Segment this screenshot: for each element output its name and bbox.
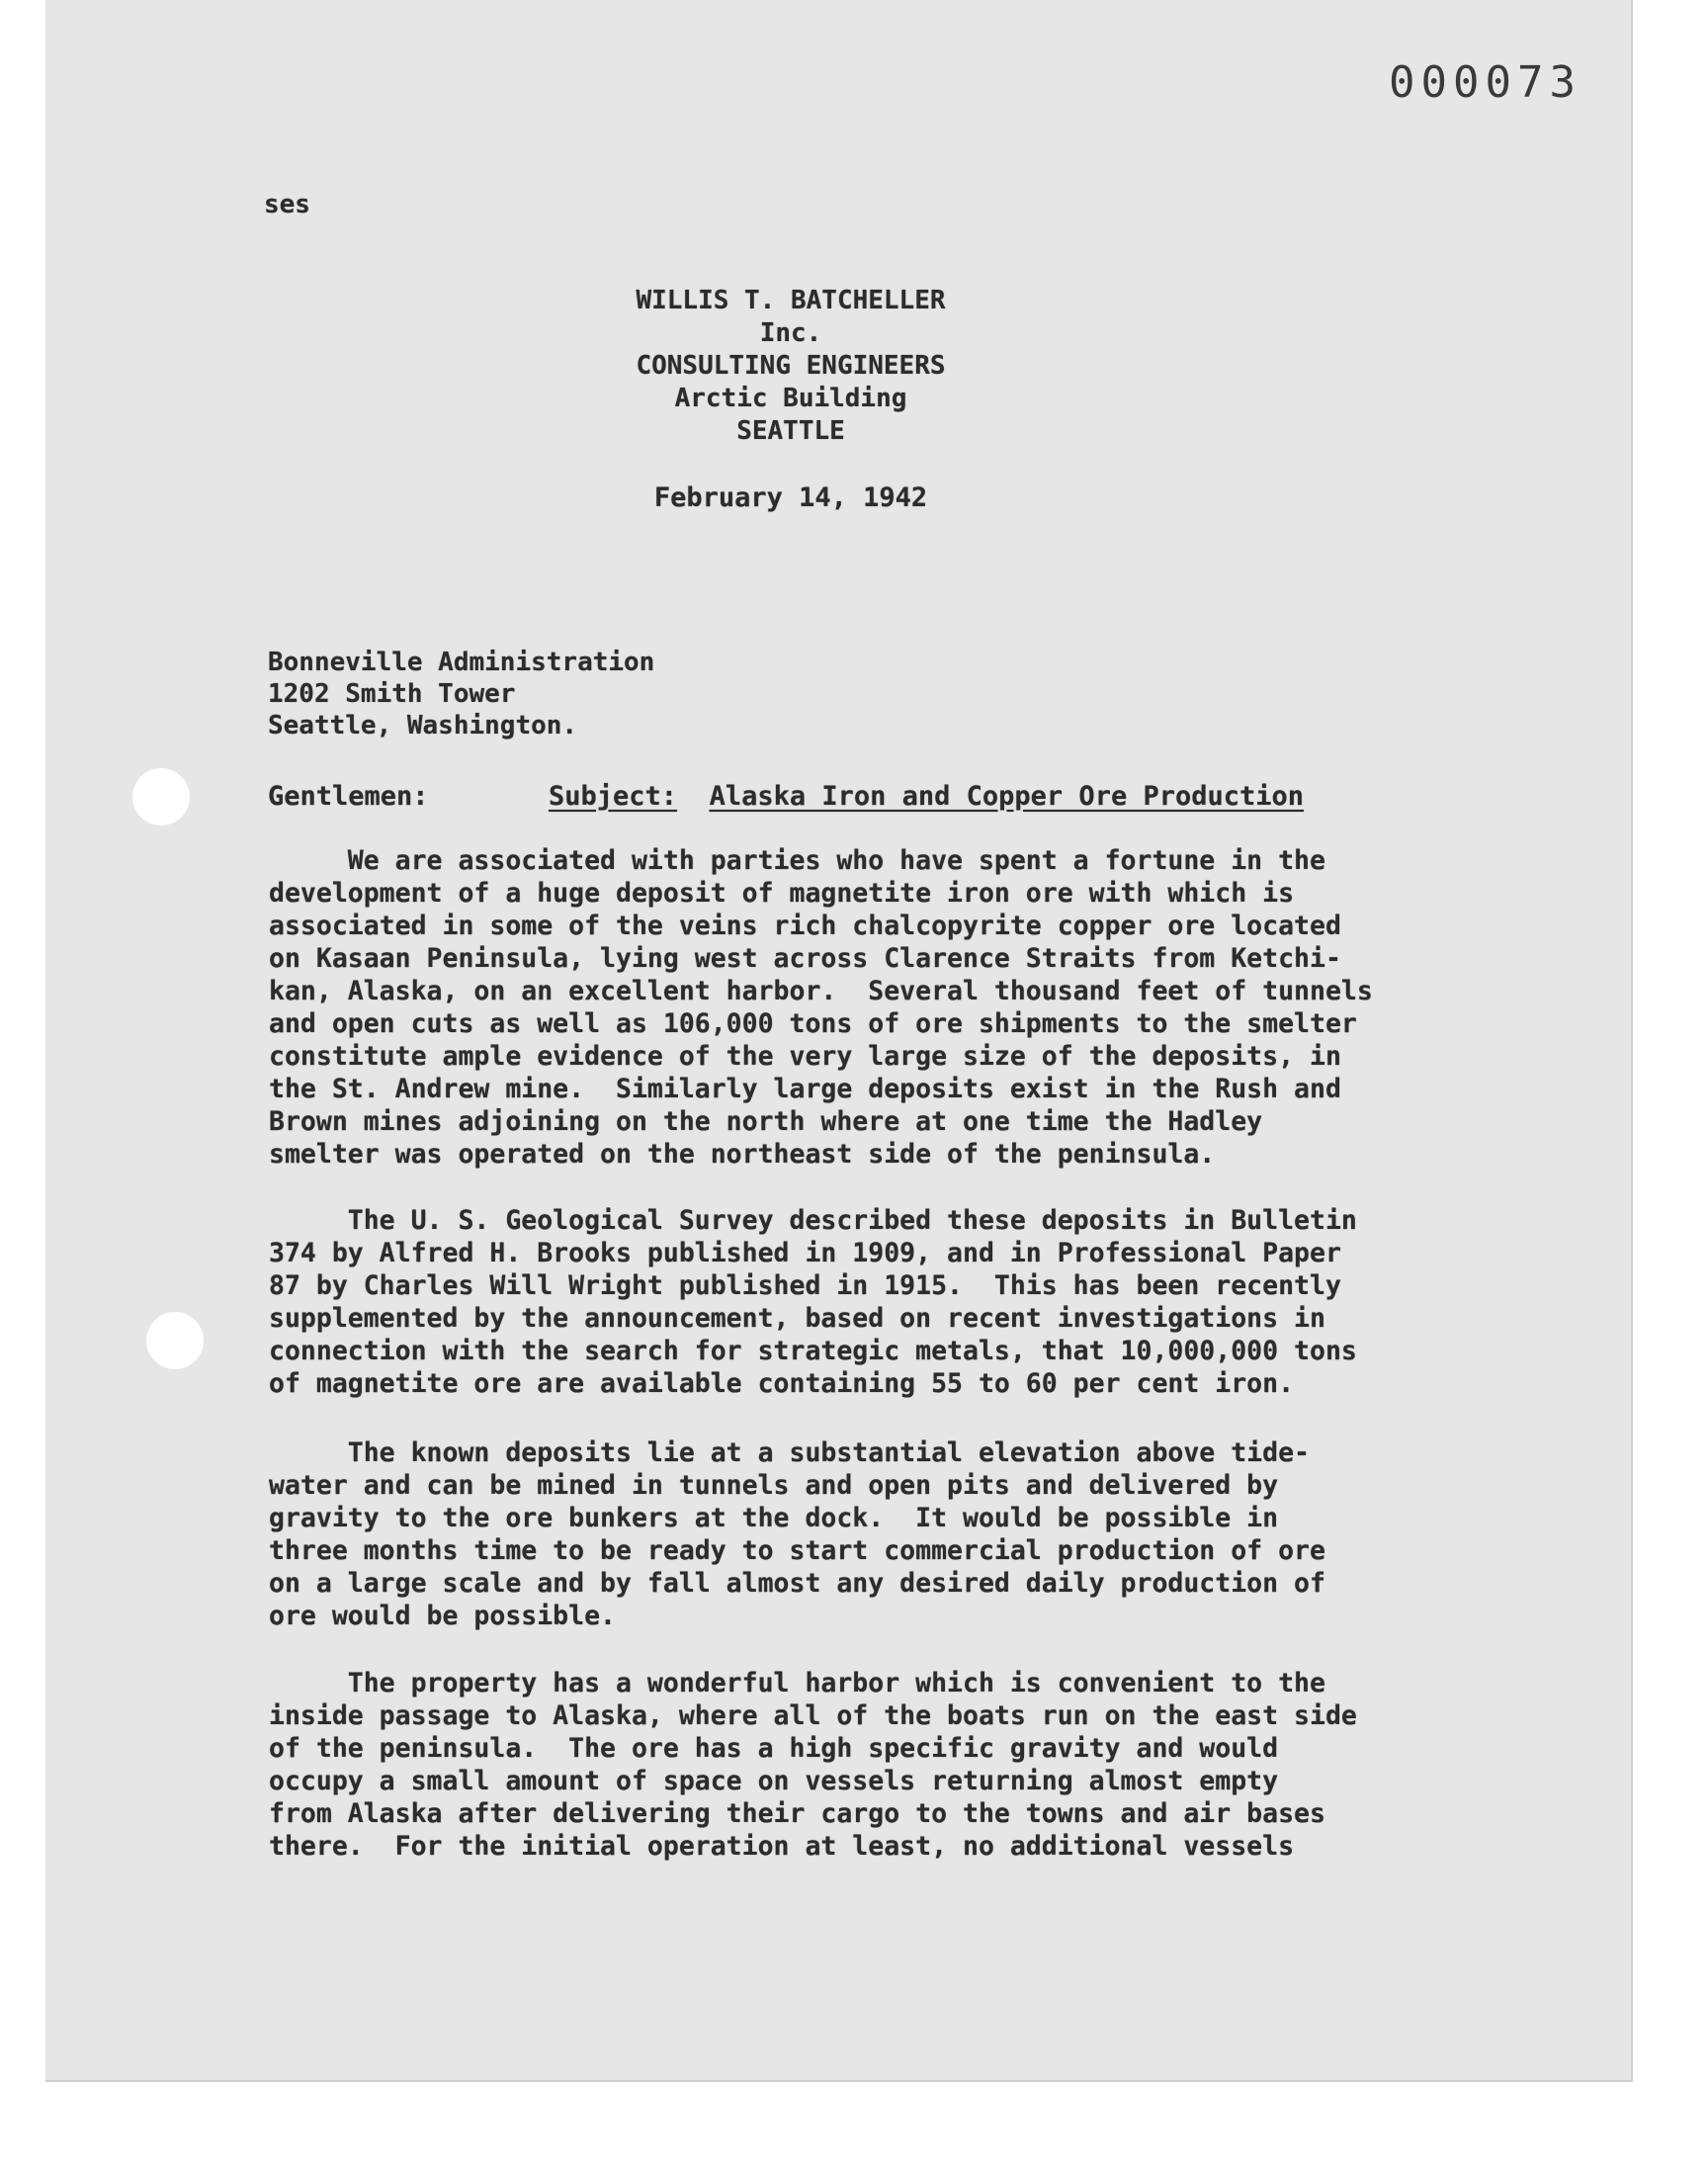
text-line: occupy a small amount of space on vessels returning almost empty	[269, 1766, 1279, 1796]
text-line: the St. Andrew mine. Similarly large deposits exist in the Rush and	[269, 1074, 1341, 1104]
text-line: inside passage to Alaska, where all of the boats run on the east side	[269, 1700, 1357, 1731]
text-line: supplemented by the announcement, based on recent investigations in	[269, 1303, 1325, 1334]
text-line: there. For the initial operation at least, no additional vessels	[269, 1831, 1295, 1862]
text-line: We are associated with parties who have spent a fortune in the	[269, 845, 1325, 876]
text-line: The property has a wonderful harbor which is convenient to the	[269, 1668, 1325, 1698]
recipient-line: 1202 Smith Tower	[268, 679, 516, 709]
letterhead-profession: CONSULTING ENGINEERS	[636, 351, 946, 381]
body-paragraph	[269, 844, 1373, 1171]
text-line: The known deposits lie at a substantial elevation above tide-	[269, 1437, 1310, 1468]
document-number: 000073	[1389, 57, 1581, 108]
text-line: associated in some of the veins rich chalcopyrite copper ore located	[269, 911, 1341, 941]
body-paragraph	[269, 1204, 1357, 1400]
text-line: The U. S. Geological Survey described these deposits in Bulletin	[269, 1205, 1357, 1236]
text-line: on a large scale and by fall almost any desired daily production of	[269, 1568, 1325, 1599]
text-line: three months time to be ready to start commercial production of ore	[269, 1535, 1325, 1566]
text-line: 87 by Charles Will Wright published in 1915. This has been recently	[269, 1270, 1341, 1301]
text-line: gravity to the ore bunkers at the dock. It would be possible in	[269, 1503, 1279, 1533]
punch-hole-top	[132, 768, 190, 826]
recipient-line: Seattle, Washington.	[268, 711, 578, 740]
text-line: constitute ample evidence of the very large size of the deposits, in	[269, 1041, 1341, 1072]
subject-text: Alaska Iron and Copper Ore Production	[709, 781, 1305, 812]
text-line: and open cuts as well as 106,000 tons of ore shipments to the smelter	[269, 1008, 1357, 1039]
body-paragraph	[269, 1667, 1357, 1863]
subject-line	[549, 781, 1304, 812]
text-line: on Kasaan Peninsula, lying west across Clarence Straits from Ketchi-	[269, 943, 1341, 974]
text-line: of magnetite ore are available containing 55 to 60 per cent iron.	[269, 1368, 1295, 1399]
recipient-address	[268, 647, 654, 741]
letterhead-building: Arctic Building	[674, 384, 907, 413]
letterhead-company: WILLIS T. BATCHELLER	[636, 286, 946, 315]
body-paragraph	[269, 1436, 1325, 1632]
letterhead-city: SEATTLE	[736, 416, 845, 446]
text-line: kan, Alaska, on an excellent harbor. Several thousand feet of tunnels	[269, 976, 1373, 1006]
text-line: from Alaska after delivering their cargo to the towns and air bases	[269, 1798, 1325, 1829]
text-line: ore would be possible.	[269, 1601, 616, 1631]
text-line: connection with the search for strategic metals, that 10,000,000 tons	[269, 1336, 1357, 1366]
punch-hole-bottom	[146, 1312, 204, 1369]
salutation: Gentlemen:	[268, 781, 429, 812]
text-line: smelter was operated on the northeast side of the peninsula.	[269, 1139, 1216, 1170]
typist-initials: ses	[264, 190, 310, 219]
text-line: Brown mines adjoining on the north where at one time the Hadley	[269, 1106, 1263, 1137]
letterhead-incorporation: Inc.	[759, 318, 822, 348]
subject-label: Subject:	[549, 781, 678, 812]
letterhead	[494, 285, 1087, 448]
text-line: development of a huge deposit of magnetite iron ore with which is	[269, 878, 1295, 909]
recipient-line: Bonneville Administration	[268, 648, 655, 677]
text-line: water and can be mined in tunnels and open pits and delivered by	[269, 1470, 1279, 1501]
letter-date: February 14, 1942	[653, 482, 928, 513]
text-line: 374 by Alfred H. Brooks published in 1909, and in Professional Paper	[269, 1238, 1341, 1268]
text-line: of the peninsula. The ore has a high specific gravity and would	[269, 1733, 1279, 1764]
